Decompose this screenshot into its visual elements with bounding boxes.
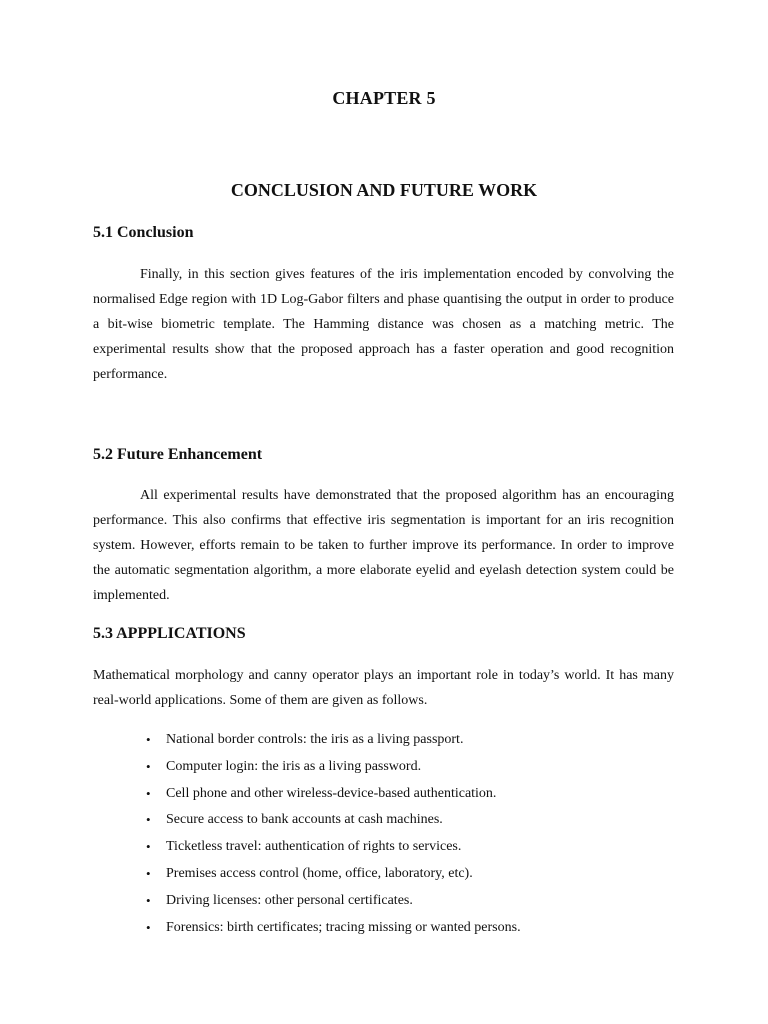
conclusion-paragraph: Finally, in this section gives features of the iris implementation encoded by convolving the normalised Edge region with 1D Log-Gabor filters and phase quantising the output in order to produce a bit-wise biometric template. The Hamming distance was chosen as a matching metric. The experimental results show that the proposed approach has a faster operation and good recognition performance.: [93, 267, 674, 382]
list-item-text: Driving licenses: other personal certificates.: [166, 892, 413, 908]
bullet-icon: •: [146, 758, 151, 774]
list-item-text: Forensics: birth certificates; tracing missing or wanted persons.: [166, 919, 521, 935]
list-item: [93, 807, 693, 834]
bullet-icon: •: [146, 919, 151, 935]
list-item-text: Cell phone and other wireless-device-based authentication.: [166, 785, 497, 801]
list-item-text: Premises access control (home, office, laboratory, etc).: [166, 865, 473, 881]
bullet-icon: •: [146, 865, 151, 881]
applications-intro: Mathematical morphology and canny operator plays an important role in today’s world. It has many real-world applications. Some of them are given as follows.: [93, 668, 674, 708]
bullet-icon: •: [146, 732, 151, 747]
applications-list: [93, 727, 693, 941]
list-item: [93, 754, 693, 781]
list-item-text: Secure access to bank accounts at cash machines.: [166, 812, 443, 828]
chapter-label: CHAPTER 5: [332, 88, 436, 108]
bullet-icon: •: [146, 785, 151, 801]
list-item-text: Computer login: the iris as a living password.: [166, 758, 422, 774]
page-title: CONCLUSION AND FUTURE WORK: [230, 180, 538, 200]
list-item: [93, 834, 693, 861]
list-item: [93, 888, 693, 915]
list-item-text: National border controls: the iris as a living passport.: [166, 732, 464, 747]
future-paragraph: All experimental results have demonstrated that the proposed algorithm has an encouraging performance. This also confirms that effective iris segmentation is important for an iris recognition system. However, efforts remain to be taken to further improve its performance. In order to improve the automatic segmentation algorithm, a more elaborate eyelid and eyelash detection system could be implemented.: [93, 488, 674, 603]
bullet-icon: •: [146, 839, 151, 855]
list-item: [93, 727, 693, 754]
bullet-icon: •: [146, 892, 151, 908]
section-heading-conclusion: 5.1 Conclusion: [93, 224, 194, 241]
section-heading-applications: 5.3 APPPLICATIONS: [93, 625, 246, 642]
list-item: [93, 781, 693, 808]
bullet-icon: •: [146, 812, 151, 828]
section-heading-future: 5.2 Future Enhancement: [93, 446, 263, 463]
list-item-text: Ticketless travel: authentication of rights to services.: [166, 839, 462, 855]
list-item: [93, 915, 693, 942]
list-item: [93, 861, 693, 888]
